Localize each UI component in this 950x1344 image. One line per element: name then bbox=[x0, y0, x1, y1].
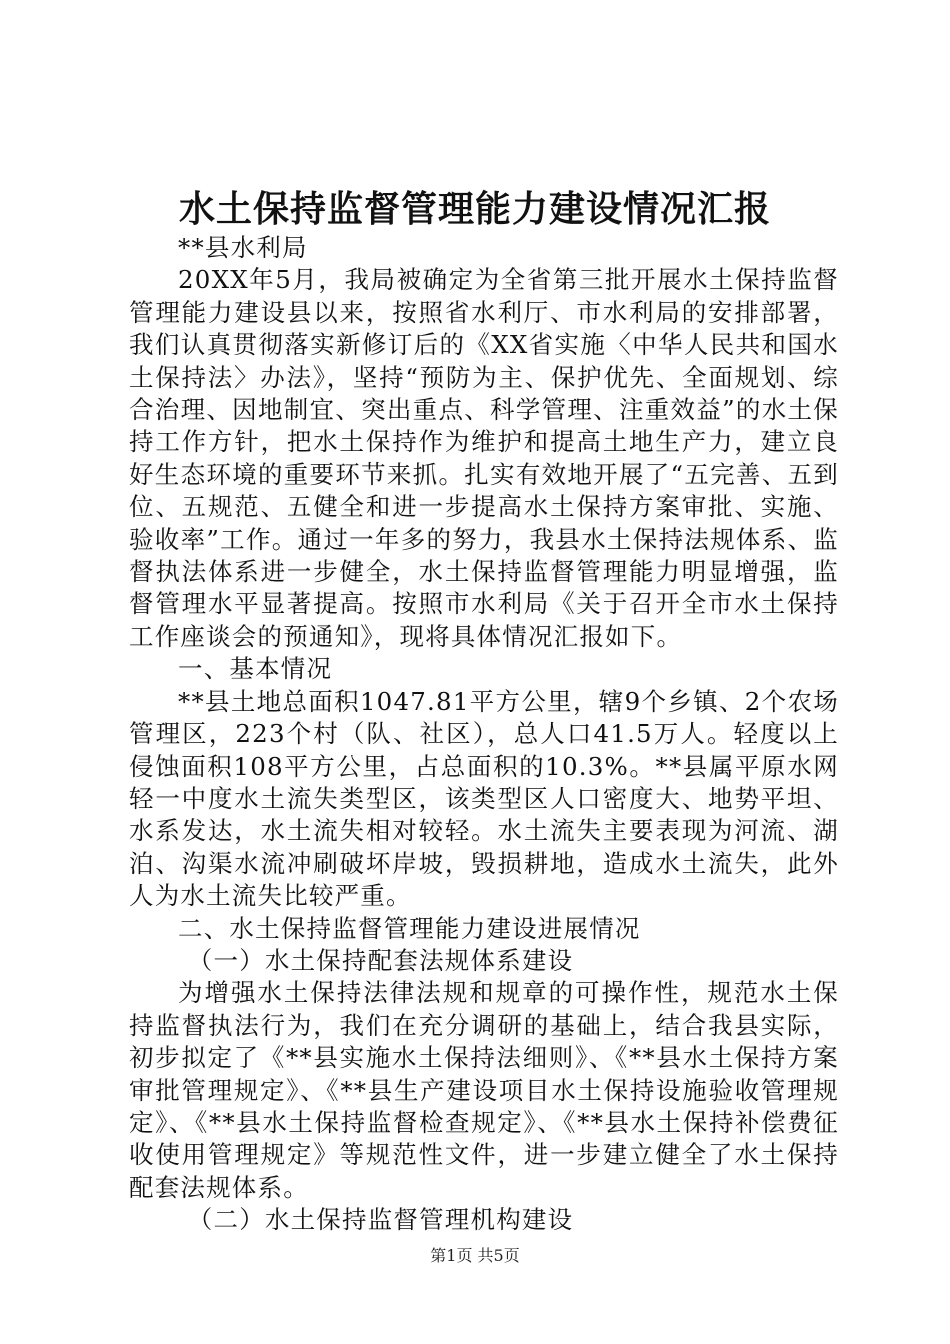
subsection-heading-regulations: （一）水土保持配套法规体系建设 bbox=[187, 945, 574, 975]
subsection-heading-agency: （二）水土保持监督管理机构建设 bbox=[187, 1205, 574, 1235]
paragraph-basic: **县土地总面积1047.81平方公里，辖9个乡镇、2个农场管理区，223个村（队、社区），总人口41.5万人。轻度以上侵蚀面积108平方公里，占总面积的10.3%。**县属平原水网轻一中度水土流失类型区，该类型区人口密度大、地势平坦、水系发达，水土流失相对较轻。水土流失主要表现为河流、湖泊、沟渠水流冲刷破坏岸坡，毁损耕地，造成水土流失，此外人为水土流失比较严重。 bbox=[129, 686, 839, 911]
section-heading-basic: 一、基本情况 bbox=[178, 654, 333, 684]
paragraph-regulations: 为增强水土保持法律法规和规章的可操作性，规范水土保持监督执法行为，我们在充分调研的基础上，结合我县实际，初步拟定了《**县实施水土保持法细则》、《**县水土保持方案审批管理规定》、《**县生产建设项目水土保持设施验收管理规定》、《**县水土保持监督检查规定》、《**县水土保持补偿费征收使用管理规定》等规范性文件，进一步建立健全了水土保持配套法规体系。 bbox=[129, 978, 839, 1202]
section-heading-progress: 二、水土保持监督管理能力建设进展情况 bbox=[178, 913, 641, 943]
paragraph-intro: 20XX年5月，我局被确定为全省第三批开展水土保持监督管理能力建设县以来，按照省水利厅、市水利局的安排部署，我们认真贯彻落实新修订后的《XX省实施〈中华人民共和国水土保持法〉办法》，坚持“预防为主、保护优先、全面规划、综合治理、因地制宜、突出重点、科学管理、注重效益”的水土保持工作方针，把水土保持作为维护和提高土地生产力，建立良好生态环境的重要环节来抓。扎实有效地开展了“五完善、五到位、五规范、五健全和进一步提高水土保持方案审批、实施、验收率”工作。通过一年多的努力，我县水土保持法规体系、监督执法体系进一步健全，水土保持监督管理能力明显增强，监督管理水平显著提高。按照市水利局《关于召开全市水土保持工作座谈会的预通知》，现将具体情况汇报如下。 bbox=[129, 265, 839, 651]
document-body bbox=[129, 232, 839, 1237]
author-line: **县水利局 bbox=[178, 233, 308, 262]
page-footer: 第1页 共5页 bbox=[430, 1246, 520, 1265]
document-title: 水土保持监督管理能力建设情况汇报 bbox=[178, 188, 771, 230]
